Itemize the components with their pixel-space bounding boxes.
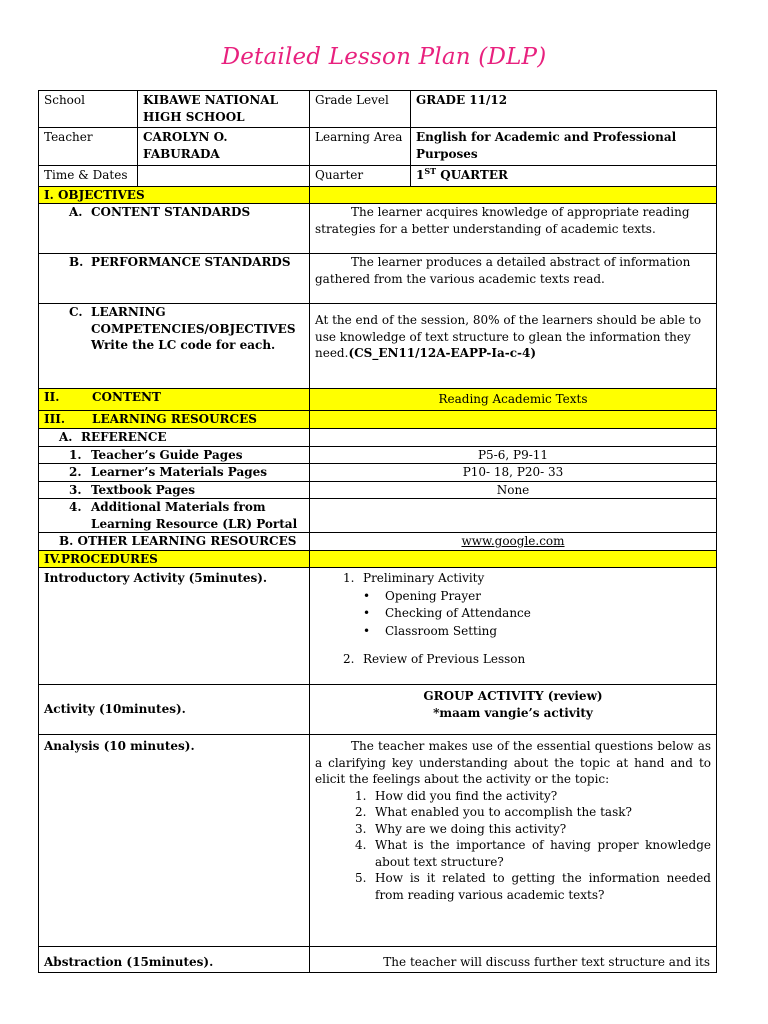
teacher-row [39,128,717,166]
other-resources-label: B. OTHER LEARNING RESOURCES [39,533,310,551]
activity-label: Activity (10minutes). [39,685,310,735]
analysis-value: The teacher makes use of the essential questions below as a clarifying key understanding about the topic at hand and to elicit the feelings about the activity or the topic: 1. How did you find the activity? 2. What enabled you to accomplish the task? 3. Why are we doing this activity? 4. What is the importance of having proper knowledge about text structure? 5. How is it related to getting the information needed from reading various academic texts? [310,735,717,947]
list-item: 4. What is the importance of having proper knowledge about text structure? [355,838,711,869]
performance-standards-label: B. PERFORMANCE STANDARDS [39,254,310,304]
objectives-heading: I. OBJECTIVES [39,186,310,204]
learning-area-label: Learning Area [310,128,411,166]
list-item: 3. Why are we doing this activity? [355,821,567,836]
list-item: • Checking of Attendance [363,606,531,620]
quarter-label: Quarter [310,166,411,187]
abstraction-value: The teacher will discuss further text structure and its [310,947,717,973]
school-label: School [39,91,138,128]
teacher-label: Teacher [39,128,138,166]
learning-resources-heading: III. LEARNING RESOURCES [39,411,310,429]
performance-standards-value: The learner produces a detailed abstract of information gathered from the various academic texts read. [310,254,717,304]
bullet-icon: • [363,606,371,620]
lesson-plan-table [38,90,717,973]
textbook-value: None [310,481,717,499]
content-row [39,389,717,411]
learning-area-value: English for Academic and Professional Purposes [411,128,717,166]
grade-level-value: GRADE 11/12 [411,91,717,128]
lc-code: (CS_EN11/12A-EAPP-Ia-c-4) [348,346,537,360]
quarter-value: 1ST QUARTER [411,166,717,187]
list-item: 2. What enabled you to accomplish the task? [355,805,632,819]
reference-label: A. REFERENCE [39,429,310,447]
content-standards-label: A. CONTENT STANDARDS [39,204,310,254]
additional-materials-label: 4. Additional Materials from Learning Resource (LR) Portal [39,499,310,533]
learning-competencies-label: C. LEARNING COMPETENCIES/OBJECTIVES Write the LC code for each. [39,304,310,389]
grade-level-label: Grade Level [310,91,411,128]
other-resources-row [39,533,717,551]
learners-materials-value: P10- 18, P20- 33 [310,464,717,482]
textbook-row [39,481,717,499]
abstraction-label: Abstraction (15minutes). [39,947,310,973]
bullet-icon: • [363,588,371,603]
bullet-icon: • [363,623,371,638]
other-resources-value [310,533,717,551]
content-standards-row [39,204,717,254]
school-row [39,91,717,128]
introductory-activity-value [310,568,717,685]
google-link[interactable]: www.google.com [461,534,565,548]
content-heading: II. CONTENT [39,389,310,411]
teachers-guide-row [39,446,717,464]
teachers-guide-label: 1. Teacher’s Guide Pages [39,446,310,464]
list-item: 1. How did you find the activity? [355,788,558,803]
additional-materials-value [310,499,717,533]
performance-standards-row [39,254,717,304]
list-item: • Opening Prayer [363,588,481,603]
additional-materials-row [39,499,717,533]
content-value: Reading Academic Texts [310,389,717,411]
page-title: Detailed Lesson Plan (DLP) [221,44,547,70]
introductory-activity-label: Introductory Activity (5minutes). [39,568,310,685]
time-dates-value [138,166,310,187]
content-standards-value: The learner acquires knowledge of appropriate reading strategies for a better understanding of academic texts. [310,204,717,254]
learning-competencies-row [39,304,717,389]
list-item: 5. How is it related to getting the information needed from reading various academic texts? [355,871,711,902]
activity-value: GROUP ACTIVITY (review) *maam vangie’s activity [310,685,717,735]
learning-competencies-value: At the end of the session, 80% of the learners should be able to use knowledge of text structure to glean the information they need.(CS_EN11/12A-EAPP-Ia-c-4) [310,304,717,389]
abstraction-row [39,947,717,973]
time-row [39,166,717,187]
school-value: KIBAWE NATIONAL HIGH SCHOOL [138,91,310,128]
objectives-heading-row [39,186,717,204]
list-item: • Classroom Setting [363,623,498,638]
teacher-value: CAROLYN O. FABURADA [138,128,310,166]
textbook-label: 3. Textbook Pages [39,481,310,499]
analysis-label: Analysis (10 minutes). [39,735,310,947]
teachers-guide-value: P5-6, P9-11 [310,446,717,464]
introductory-activity-row [39,568,717,685]
list-item: 1. Preliminary Activity [343,571,485,585]
learning-resources-row [39,411,717,429]
procedures-heading-row [39,550,717,568]
learners-materials-row [39,464,717,482]
activity-row [39,685,717,735]
procedures-heading: IV.PROCEDURES [39,550,310,568]
reference-row [39,429,717,447]
learners-materials-label: 2. Learner’s Materials Pages [39,464,310,482]
list-item: 2. Review of Previous Lesson [343,652,526,666]
time-dates-label: Time & Dates [39,166,138,187]
analysis-row [39,735,717,947]
